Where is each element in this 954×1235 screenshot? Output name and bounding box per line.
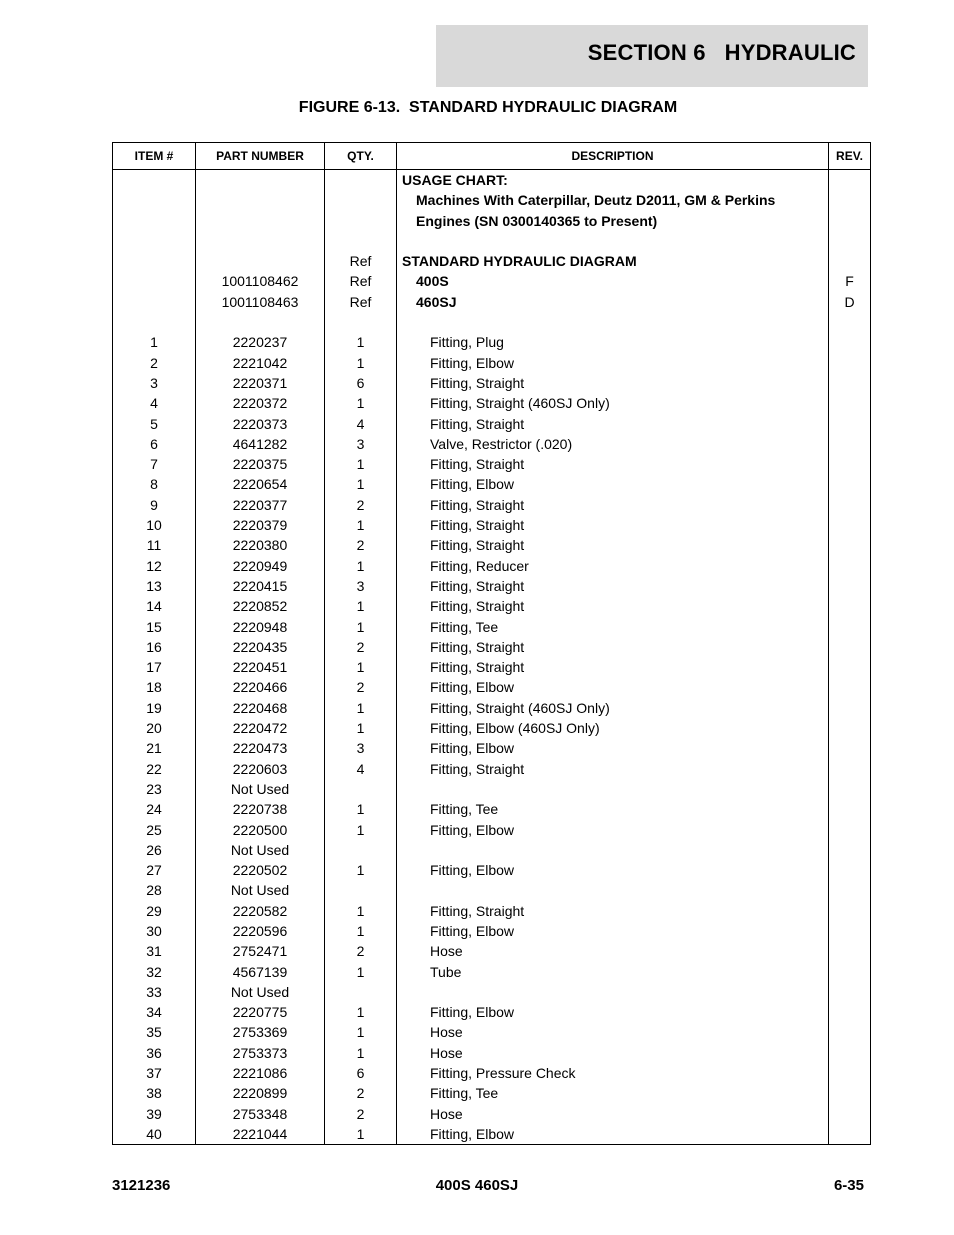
description-column xyxy=(397,170,829,1145)
qty-cell: Ref xyxy=(349,293,372,310)
description-cell: Hose xyxy=(430,1044,463,1061)
rev-cell xyxy=(829,820,870,840)
rev-cell xyxy=(829,434,870,454)
part-number-cell xyxy=(196,190,324,210)
part-number-cell: 2220237 xyxy=(232,334,288,351)
description-cell: Fitting, Elbow (460SJ Only) xyxy=(430,720,600,737)
rev-cell xyxy=(829,495,870,515)
description-cell: Fitting, Straight xyxy=(430,760,525,777)
item-cell: 1 xyxy=(150,334,158,351)
part-number-cell: 2220472 xyxy=(232,720,288,737)
description-cell: Fitting, Pressure Check xyxy=(430,1065,576,1082)
qty-cell: 1 xyxy=(356,598,365,615)
rev-cell xyxy=(829,840,870,860)
qty-cell: 2 xyxy=(356,1105,365,1122)
qty-cell: 2 xyxy=(356,1085,365,1102)
rev-cell xyxy=(829,454,870,474)
part-number-cell: 2220415 xyxy=(232,577,288,594)
qty-cell xyxy=(325,170,396,190)
qty-cell: 1 xyxy=(356,557,365,574)
qty-cell: 1 xyxy=(356,517,365,534)
rev-cell xyxy=(829,1002,870,1022)
description-cell xyxy=(397,880,828,900)
part-number-cell: 2753348 xyxy=(232,1105,288,1122)
qty-cell: 1 xyxy=(356,862,365,879)
qty-cell xyxy=(325,840,396,860)
item-cell: 8 xyxy=(150,476,158,493)
item-column xyxy=(113,170,196,1145)
part-number-cell: 2220373 xyxy=(232,415,288,432)
item-cell: 35 xyxy=(146,1024,162,1041)
rev-cell xyxy=(829,373,870,393)
part-number-cell: 2220949 xyxy=(232,557,288,574)
part-number-cell: 2220473 xyxy=(232,740,288,757)
qty-cell: Ref xyxy=(349,273,372,290)
qty-cell xyxy=(325,880,396,900)
item-cell: 10 xyxy=(146,517,162,534)
rev-cell xyxy=(829,1063,870,1083)
description-cell: Fitting, Elbow xyxy=(430,922,515,939)
description-cell: Fitting, Straight xyxy=(430,496,525,513)
description-cell xyxy=(397,231,828,251)
qty-cell: 2 xyxy=(356,679,365,696)
part-number-cell: 2220372 xyxy=(232,395,288,412)
rev-cell xyxy=(829,251,870,271)
item-cell: 26 xyxy=(146,841,162,858)
item-cell: 30 xyxy=(146,922,162,939)
qty-cell: 1 xyxy=(356,334,365,351)
item-cell: 39 xyxy=(146,1105,162,1122)
part-number-cell: 2220738 xyxy=(232,801,288,818)
item-cell: 25 xyxy=(146,821,162,838)
rev-cell: F xyxy=(845,273,854,290)
qty-cell: 4 xyxy=(356,760,365,777)
rev-cell xyxy=(829,779,870,799)
part-number-cell: Not Used xyxy=(230,882,290,899)
footer-model: 400S 460SJ xyxy=(435,1177,519,1194)
part-number-cell: 2220380 xyxy=(232,537,288,554)
section-banner xyxy=(436,25,868,87)
rev-cell xyxy=(829,393,870,413)
item-cell xyxy=(113,190,195,210)
description-cell: Fitting, Elbow xyxy=(430,1004,515,1021)
item-cell: 17 xyxy=(146,659,162,676)
part-number-column xyxy=(196,170,325,1145)
description-cell xyxy=(397,312,828,332)
item-cell xyxy=(113,312,195,332)
description-cell: Fitting, Reducer xyxy=(430,557,529,574)
part-number-cell: 2220654 xyxy=(232,476,288,493)
description-cell: Fitting, Straight (460SJ Only) xyxy=(430,395,610,412)
part-number-cell: 2220582 xyxy=(232,902,288,919)
part-number-cell xyxy=(196,170,324,190)
header-qty: QTY. xyxy=(325,143,397,170)
qty-cell: 2 xyxy=(356,943,365,960)
description-cell: Fitting, Tee xyxy=(430,801,499,818)
rev-cell xyxy=(829,901,870,921)
description-cell: Hose xyxy=(430,943,463,960)
rev-cell xyxy=(829,962,870,982)
part-number-cell: 2220596 xyxy=(232,922,288,939)
part-number-cell: Not Used xyxy=(230,780,290,797)
rev-cell xyxy=(829,799,870,819)
qty-cell: 2 xyxy=(356,496,365,513)
part-number-cell: 2221042 xyxy=(232,354,288,371)
description-cell: Fitting, Straight xyxy=(430,415,525,432)
rev-cell xyxy=(829,535,870,555)
item-cell: 11 xyxy=(146,537,162,554)
item-cell: 21 xyxy=(146,740,162,757)
item-cell: 2 xyxy=(150,354,158,371)
item-cell: 3 xyxy=(150,374,158,391)
description-cell: Machines With Caterpillar, Deutz D2011, GM & Perkins xyxy=(416,192,776,209)
part-number-cell: Not Used xyxy=(230,841,290,858)
rev-cell: D xyxy=(844,293,855,310)
part-number-cell: 2220899 xyxy=(232,1085,288,1102)
description-cell: USAGE CHART: xyxy=(402,172,508,188)
qty-cell: 4 xyxy=(356,415,365,432)
qty-cell: 1 xyxy=(356,354,365,371)
part-number-cell xyxy=(196,312,324,332)
qty-cell xyxy=(325,312,396,332)
rev-cell xyxy=(829,231,870,251)
item-cell xyxy=(113,170,195,190)
header-description: DESCRIPTION xyxy=(397,143,829,170)
qty-cell: 1 xyxy=(356,699,365,716)
item-cell xyxy=(113,271,195,291)
rev-column xyxy=(829,170,871,1145)
item-cell: 37 xyxy=(146,1065,162,1082)
qty-cell: 1 xyxy=(356,1004,365,1021)
rev-cell xyxy=(829,698,870,718)
rev-cell xyxy=(829,211,870,231)
qty-cell: 1 xyxy=(356,902,365,919)
qty-cell xyxy=(325,211,396,231)
qty-cell xyxy=(325,231,396,251)
header-item: ITEM # xyxy=(113,143,196,170)
table-header-row xyxy=(113,143,871,170)
qty-cell: 1 xyxy=(356,720,365,737)
description-cell: 460SJ xyxy=(416,293,457,310)
rev-cell xyxy=(829,759,870,779)
rev-cell xyxy=(829,332,870,352)
description-cell: Valve, Restrictor (.020) xyxy=(430,435,573,452)
part-number-cell: 2220603 xyxy=(232,760,288,777)
qty-cell: 1 xyxy=(356,618,365,635)
description-cell: Fitting, Elbow xyxy=(430,862,515,879)
rev-cell xyxy=(829,414,870,434)
item-cell xyxy=(113,211,195,231)
description-cell: Fitting, Straight xyxy=(430,902,525,919)
qty-cell: 3 xyxy=(356,740,365,757)
description-cell: Hose xyxy=(430,1105,463,1122)
item-cell: 5 xyxy=(150,415,158,432)
qty-cell: 1 xyxy=(356,456,365,473)
rev-cell xyxy=(829,1022,870,1042)
qty-cell xyxy=(325,190,396,210)
item-cell: 13 xyxy=(146,577,162,594)
item-cell: 20 xyxy=(146,720,162,737)
footer-page-number: 6-35 xyxy=(833,1177,864,1194)
description-cell xyxy=(397,982,828,1002)
rev-cell xyxy=(829,1043,870,1063)
item-cell: 36 xyxy=(146,1044,162,1061)
rev-cell xyxy=(829,738,870,758)
item-cell: 31 xyxy=(146,943,162,960)
item-cell: 23 xyxy=(146,780,162,797)
description-cell xyxy=(397,840,828,860)
qty-column xyxy=(325,170,397,1145)
part-number-cell xyxy=(196,231,324,251)
rev-cell xyxy=(829,941,870,961)
rev-cell xyxy=(829,982,870,1002)
qty-cell: 1 xyxy=(356,1125,365,1142)
rev-cell xyxy=(829,596,870,616)
qty-cell xyxy=(325,982,396,1002)
description-cell: Tube xyxy=(430,963,462,980)
item-cell: 4 xyxy=(150,395,158,412)
item-cell: 33 xyxy=(146,983,162,1000)
part-number-cell: 2220852 xyxy=(232,598,288,615)
rev-cell xyxy=(829,1104,870,1124)
part-number-cell: 2752471 xyxy=(232,943,288,960)
qty-cell: 1 xyxy=(356,659,365,676)
description-cell: Fitting, Tee xyxy=(430,618,499,635)
item-cell: 22 xyxy=(146,760,162,777)
description-cell: Fitting, Plug xyxy=(430,334,504,351)
rev-cell xyxy=(829,637,870,657)
part-number-cell: 1001108462 xyxy=(221,273,299,290)
footer-doc-number: 3121236 xyxy=(112,1177,171,1194)
rev-cell xyxy=(829,312,870,332)
item-cell: 32 xyxy=(146,963,162,980)
rev-cell xyxy=(829,576,870,596)
item-cell xyxy=(113,251,195,271)
description-cell: Fitting, Straight (460SJ Only) xyxy=(430,699,610,716)
qty-cell: 1 xyxy=(356,395,365,412)
qty-cell: 3 xyxy=(356,435,365,452)
description-cell: Fitting, Straight xyxy=(430,638,525,655)
part-number-cell: 2220451 xyxy=(232,659,288,676)
description-cell: Fitting, Straight xyxy=(430,517,525,534)
item-cell: 28 xyxy=(146,882,162,899)
part-number-cell: 2220502 xyxy=(232,862,288,879)
header-rev: REV. xyxy=(829,143,871,170)
item-cell: 16 xyxy=(146,638,162,655)
part-number-cell xyxy=(196,211,324,231)
item-cell xyxy=(113,231,195,251)
part-number-cell: 2220466 xyxy=(232,679,288,696)
rev-cell xyxy=(829,880,870,900)
part-number-cell: 4567139 xyxy=(232,963,288,980)
description-cell: Fitting, Elbow xyxy=(430,740,515,757)
qty-cell: 1 xyxy=(356,1024,365,1041)
item-cell: 6 xyxy=(150,435,158,452)
rev-cell xyxy=(829,617,870,637)
rev-cell xyxy=(829,170,870,190)
qty-cell: 1 xyxy=(356,1044,365,1061)
rev-cell xyxy=(829,657,870,677)
part-number-cell: 2220468 xyxy=(232,699,288,716)
description-cell: Fitting, Tee xyxy=(430,1085,499,1102)
part-number-cell: 2220948 xyxy=(232,618,288,635)
description-cell: Fitting, Elbow xyxy=(430,821,515,838)
description-cell: Fitting, Straight xyxy=(430,598,525,615)
rev-cell xyxy=(829,1083,870,1103)
item-cell: 12 xyxy=(146,557,162,574)
part-number-cell: Not Used xyxy=(230,983,290,1000)
qty-cell xyxy=(325,779,396,799)
description-cell: Fitting, Elbow xyxy=(430,476,515,493)
item-cell: 24 xyxy=(146,801,162,818)
item-cell: 19 xyxy=(146,699,162,716)
part-number-cell: 4641282 xyxy=(232,435,288,452)
part-number-cell: 2220377 xyxy=(232,496,288,513)
item-cell: 7 xyxy=(150,456,158,473)
header-part-number: PART NUMBER xyxy=(196,143,325,170)
description-cell: 400S xyxy=(416,273,449,290)
description-cell: Fitting, Elbow xyxy=(430,679,515,696)
rev-cell xyxy=(829,718,870,738)
table-body-row xyxy=(113,170,871,1145)
qty-cell: 6 xyxy=(356,374,365,391)
qty-cell: 2 xyxy=(356,537,365,554)
item-cell: 14 xyxy=(146,598,162,615)
description-cell: Fitting, Elbow xyxy=(430,1125,515,1142)
rev-cell xyxy=(829,474,870,494)
qty-cell: 1 xyxy=(356,476,365,493)
qty-cell: Ref xyxy=(349,253,372,270)
qty-cell: 1 xyxy=(356,801,365,818)
description-cell: STANDARD HYDRAULIC DIAGRAM xyxy=(402,253,637,270)
qty-cell: 1 xyxy=(356,821,365,838)
item-cell: 27 xyxy=(146,862,162,879)
description-cell: Fitting, Straight xyxy=(430,537,525,554)
part-number-cell: 2221086 xyxy=(232,1065,288,1082)
qty-cell: 1 xyxy=(356,963,365,980)
part-number-cell: 2220379 xyxy=(232,517,288,534)
description-cell: Fitting, Straight xyxy=(430,374,525,391)
rev-cell xyxy=(829,860,870,880)
qty-cell: 3 xyxy=(356,577,365,594)
description-cell: Fitting, Straight xyxy=(430,659,525,676)
item-cell: 29 xyxy=(146,902,162,919)
description-cell: Fitting, Elbow xyxy=(430,354,515,371)
item-cell: 15 xyxy=(146,618,162,635)
parts-table xyxy=(112,142,871,1145)
qty-cell: 1 xyxy=(356,922,365,939)
description-cell: Hose xyxy=(430,1024,463,1041)
part-number-cell: 2220500 xyxy=(232,821,288,838)
description-cell: Fitting, Straight xyxy=(430,456,525,473)
description-cell: Engines (SN 0300140365 to Present) xyxy=(416,212,658,229)
rev-cell xyxy=(829,353,870,373)
part-number-cell xyxy=(196,251,324,271)
part-number-cell: 2753369 xyxy=(232,1024,288,1041)
item-cell: 18 xyxy=(146,679,162,696)
section-title: SECTION 6 HYDRAULIC xyxy=(587,40,856,65)
rev-cell xyxy=(829,190,870,210)
part-number-cell: 2221044 xyxy=(232,1125,288,1142)
rev-cell xyxy=(829,515,870,535)
part-number-cell: 2220371 xyxy=(232,374,288,391)
rev-cell xyxy=(829,556,870,576)
item-cell: 38 xyxy=(146,1085,162,1102)
part-number-cell: 1001108463 xyxy=(221,293,299,310)
qty-cell: 2 xyxy=(356,638,365,655)
part-number-cell: 2220375 xyxy=(232,456,288,473)
rev-cell xyxy=(829,921,870,941)
rev-cell xyxy=(829,677,870,697)
part-number-cell: 2753373 xyxy=(232,1044,288,1061)
description-cell xyxy=(397,779,828,799)
item-cell: 34 xyxy=(146,1004,162,1021)
item-cell: 40 xyxy=(146,1125,162,1142)
figure-title: FIGURE 6-13. STANDARD HYDRAULIC DIAGRAM xyxy=(298,99,678,116)
item-cell xyxy=(113,292,195,312)
part-number-cell: 2220435 xyxy=(232,638,288,655)
rev-cell xyxy=(829,1124,870,1144)
qty-cell: 6 xyxy=(356,1065,365,1082)
description-cell: Fitting, Straight xyxy=(430,577,525,594)
item-cell: 9 xyxy=(150,496,158,513)
part-number-cell: 2220775 xyxy=(232,1004,288,1021)
